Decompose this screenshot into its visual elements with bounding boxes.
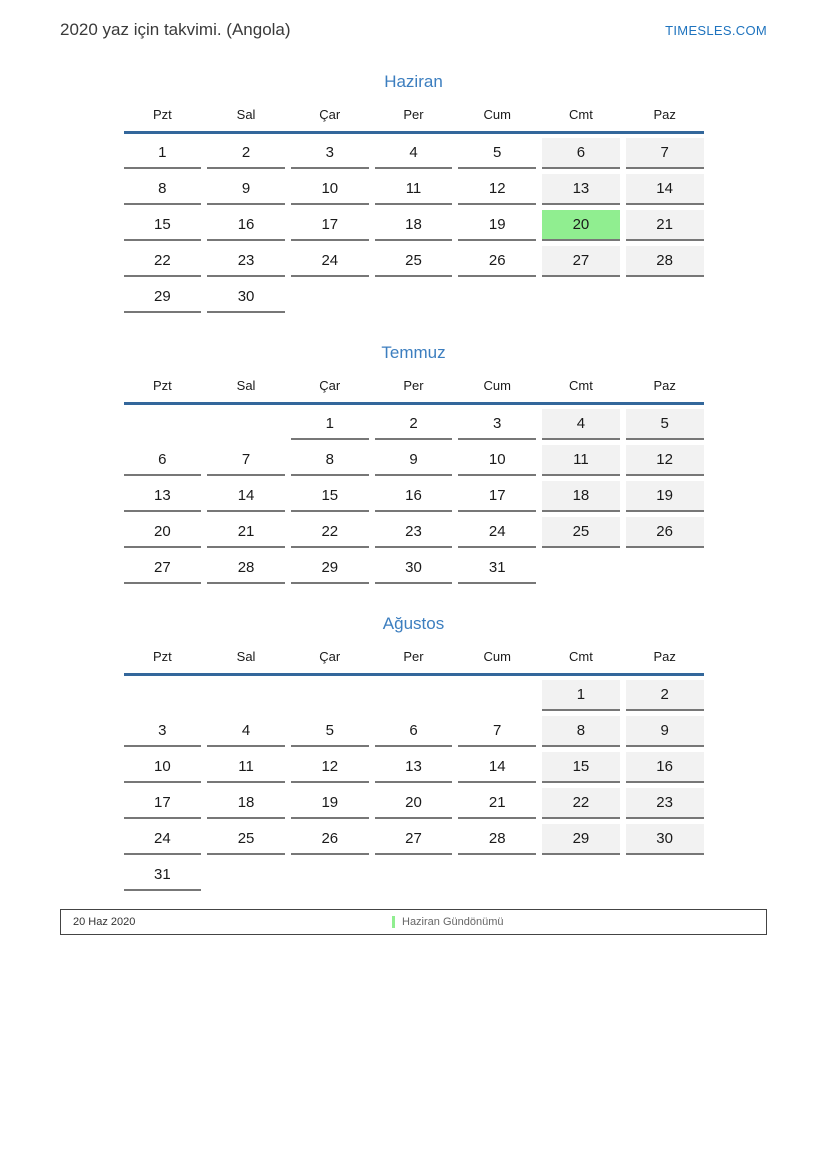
day-cell: 11 bbox=[207, 752, 285, 783]
day-cell: 22 bbox=[542, 788, 620, 819]
day-cell: 29 bbox=[542, 824, 620, 855]
day-cell: 8 bbox=[124, 174, 202, 205]
month-grid bbox=[124, 138, 704, 313]
day-cell: 18 bbox=[542, 481, 620, 512]
day-cell: 18 bbox=[207, 788, 285, 819]
day-cell: 23 bbox=[207, 246, 285, 277]
day-cell: 18 bbox=[375, 210, 453, 241]
empty-cell bbox=[458, 282, 536, 311]
brand-link[interactable]: TIMESLES.COM bbox=[665, 23, 767, 38]
day-cell: 11 bbox=[542, 445, 620, 476]
day-cell: 10 bbox=[291, 174, 369, 205]
day-cell: 20 bbox=[375, 788, 453, 819]
day-cell: 9 bbox=[626, 716, 704, 747]
day-cell: 4 bbox=[542, 409, 620, 440]
day-cell: 1 bbox=[542, 680, 620, 711]
weekday-label: Çar bbox=[319, 649, 341, 664]
day-cell: 22 bbox=[124, 246, 202, 277]
day-cell: 15 bbox=[542, 752, 620, 783]
month-agustos bbox=[124, 614, 704, 891]
empty-cell bbox=[542, 553, 620, 582]
day-cell: 19 bbox=[458, 210, 536, 241]
month-title: Ağustos bbox=[382, 614, 445, 633]
day-cell: 27 bbox=[124, 553, 202, 584]
day-cell: 12 bbox=[626, 445, 704, 476]
empty-cell bbox=[291, 680, 369, 709]
day-cell: 17 bbox=[291, 210, 369, 241]
weekday-label: Per bbox=[403, 649, 424, 664]
day-cell: 4 bbox=[207, 716, 285, 747]
day-cell: 16 bbox=[626, 752, 704, 783]
legend-bar bbox=[60, 909, 767, 935]
day-cell: 9 bbox=[375, 445, 453, 476]
weekday-label: Paz bbox=[653, 649, 676, 664]
day-cell: 6 bbox=[542, 138, 620, 169]
day-cell: 7 bbox=[207, 445, 285, 476]
month-haziran bbox=[124, 72, 704, 313]
day-cell: 16 bbox=[375, 481, 453, 512]
day-cell: 30 bbox=[626, 824, 704, 855]
day-cell: 15 bbox=[291, 481, 369, 512]
day-cell: 8 bbox=[542, 716, 620, 747]
day-cell: 25 bbox=[375, 246, 453, 277]
day-cell: 25 bbox=[542, 517, 620, 548]
day-cell: 20 bbox=[124, 517, 202, 548]
day-cell: 28 bbox=[207, 553, 285, 584]
day-cell: 23 bbox=[626, 788, 704, 819]
day-cell: 17 bbox=[458, 481, 536, 512]
empty-cell bbox=[626, 282, 704, 311]
calendar bbox=[124, 72, 704, 891]
day-cell: 30 bbox=[207, 282, 285, 313]
day-cell: 5 bbox=[291, 716, 369, 747]
weekday-label: Cum bbox=[483, 107, 511, 122]
day-cell: 26 bbox=[291, 824, 369, 855]
day-cell: 3 bbox=[458, 409, 536, 440]
empty-cell bbox=[291, 860, 369, 889]
weekday-label: Sal bbox=[236, 649, 256, 664]
month-divider bbox=[124, 673, 704, 676]
day-cell: 15 bbox=[124, 210, 202, 241]
day-cell: 27 bbox=[542, 246, 620, 277]
weekday-label: Paz bbox=[653, 107, 676, 122]
day-cell: 22 bbox=[291, 517, 369, 548]
day-cell: 10 bbox=[124, 752, 202, 783]
month-title: Temmuz bbox=[381, 343, 446, 362]
day-cell: 19 bbox=[626, 481, 704, 512]
day-cell: 5 bbox=[626, 409, 704, 440]
day-cell: 14 bbox=[458, 752, 536, 783]
day-cell: 9 bbox=[207, 174, 285, 205]
empty-cell bbox=[124, 680, 202, 709]
empty-cell bbox=[458, 680, 536, 709]
weekday-label: Pzt bbox=[152, 649, 172, 664]
day-cell: 6 bbox=[375, 716, 453, 747]
empty-cell bbox=[626, 860, 704, 889]
day-cell: 12 bbox=[291, 752, 369, 783]
empty-cell bbox=[375, 282, 453, 311]
day-cell: 1 bbox=[124, 138, 202, 169]
legend-event-label: Haziran Gündönümü bbox=[402, 916, 504, 928]
empty-cell bbox=[207, 409, 285, 438]
month-divider bbox=[124, 402, 704, 405]
empty-cell bbox=[124, 409, 202, 438]
day-cell: 24 bbox=[458, 517, 536, 548]
page-header bbox=[0, 0, 827, 40]
weekday-label: Çar bbox=[319, 378, 341, 393]
weekday-label: Cmt bbox=[569, 649, 593, 664]
month-divider bbox=[124, 131, 704, 134]
day-cell: 25 bbox=[207, 824, 285, 855]
solstice-marker-icon bbox=[392, 916, 395, 928]
empty-cell bbox=[626, 553, 704, 582]
day-cell: 28 bbox=[458, 824, 536, 855]
day-cell: 23 bbox=[375, 517, 453, 548]
month-temmuz bbox=[124, 343, 704, 584]
day-cell: 13 bbox=[124, 481, 202, 512]
weekday-label: Cum bbox=[483, 378, 511, 393]
weekday-label: Pzt bbox=[152, 107, 172, 122]
day-cell: 10 bbox=[458, 445, 536, 476]
legend-event bbox=[392, 916, 504, 928]
weekday-label: Cmt bbox=[569, 107, 593, 122]
weekday-row bbox=[124, 107, 704, 131]
day-cell: 31 bbox=[458, 553, 536, 584]
empty-cell bbox=[375, 860, 453, 889]
weekday-row bbox=[124, 378, 704, 402]
empty-cell bbox=[207, 860, 285, 889]
day-cell: 8 bbox=[291, 445, 369, 476]
day-cell: 13 bbox=[375, 752, 453, 783]
day-cell: 21 bbox=[626, 210, 704, 241]
weekday-label: Pzt bbox=[152, 378, 172, 393]
day-cell: 13 bbox=[542, 174, 620, 205]
day-cell: 12 bbox=[458, 174, 536, 205]
weekday-label: Per bbox=[403, 378, 424, 393]
weekday-label: Çar bbox=[319, 107, 341, 122]
day-cell: 29 bbox=[291, 553, 369, 584]
day-cell: 17 bbox=[124, 788, 202, 819]
weekday-label: Per bbox=[403, 107, 424, 122]
day-cell: 26 bbox=[626, 517, 704, 548]
day-cell: 7 bbox=[458, 716, 536, 747]
day-cell: 16 bbox=[207, 210, 285, 241]
day-cell: 14 bbox=[626, 174, 704, 205]
day-cell: 21 bbox=[207, 517, 285, 548]
empty-cell bbox=[207, 680, 285, 709]
day-cell: 29 bbox=[124, 282, 202, 313]
day-cell: 7 bbox=[626, 138, 704, 169]
weekday-label: Cmt bbox=[569, 378, 593, 393]
page-title: 2020 yaz için takvimi. (Angola) bbox=[60, 20, 291, 39]
day-cell: 2 bbox=[375, 409, 453, 440]
month-grid bbox=[124, 409, 704, 584]
day-cell: 3 bbox=[124, 716, 202, 747]
day-cell: 11 bbox=[375, 174, 453, 205]
weekday-label: Sal bbox=[236, 378, 256, 393]
empty-cell bbox=[291, 282, 369, 311]
empty-cell bbox=[375, 680, 453, 709]
day-cell-highlighted: 20 bbox=[542, 210, 620, 241]
day-cell: 31 bbox=[124, 860, 202, 891]
empty-cell bbox=[542, 860, 620, 889]
day-cell: 28 bbox=[626, 246, 704, 277]
empty-cell bbox=[458, 860, 536, 889]
day-cell: 3 bbox=[291, 138, 369, 169]
day-cell: 6 bbox=[124, 445, 202, 476]
day-cell: 24 bbox=[291, 246, 369, 277]
day-cell: 21 bbox=[458, 788, 536, 819]
day-cell: 30 bbox=[375, 553, 453, 584]
day-cell: 24 bbox=[124, 824, 202, 855]
weekday-label: Cum bbox=[483, 649, 511, 664]
day-cell: 19 bbox=[291, 788, 369, 819]
weekday-row bbox=[124, 649, 704, 673]
legend-date: 20 Haz 2020 bbox=[73, 916, 136, 928]
day-cell: 27 bbox=[375, 824, 453, 855]
weekday-label: Paz bbox=[653, 378, 676, 393]
month-grid bbox=[124, 680, 704, 891]
day-cell: 14 bbox=[207, 481, 285, 512]
month-title: Haziran bbox=[384, 72, 443, 91]
day-cell: 5 bbox=[458, 138, 536, 169]
day-cell: 4 bbox=[375, 138, 453, 169]
weekday-label: Sal bbox=[236, 107, 256, 122]
day-cell: 26 bbox=[458, 246, 536, 277]
day-cell: 2 bbox=[626, 680, 704, 711]
day-cell: 1 bbox=[291, 409, 369, 440]
empty-cell bbox=[542, 282, 620, 311]
day-cell: 2 bbox=[207, 138, 285, 169]
